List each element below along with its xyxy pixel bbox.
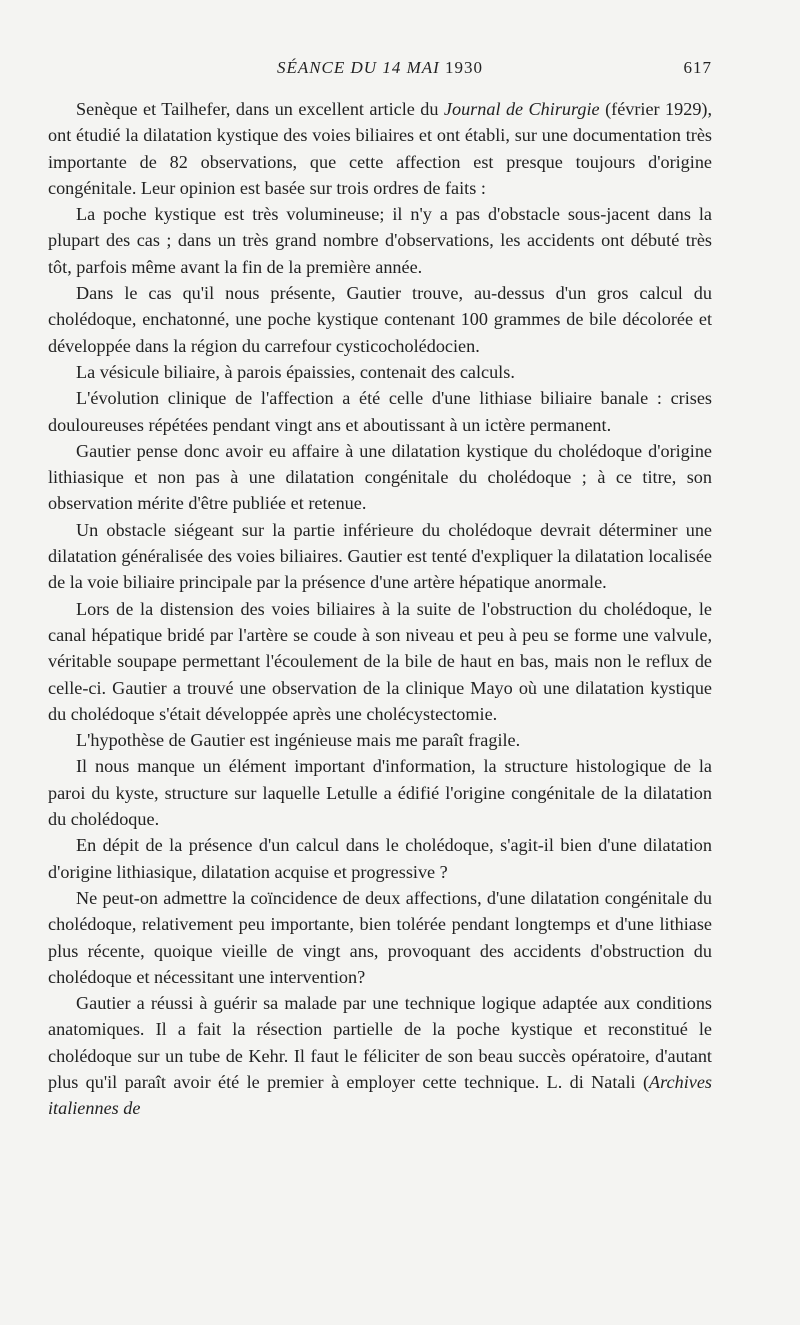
paragraph-4: La vésicule biliaire, à parois épaissies, contenait des calculs. <box>76 361 515 382</box>
running-head <box>48 58 712 88</box>
paragraph-5: L'évolution clinique de l'affection a été celle d'une lithiase biliaire banale : crises douloureuses répétées pendant vingt ans et aboutissant à un ictère permanent. <box>48 388 712 435</box>
paragraph-11: En dépit de la présence d'un calcul dans le cholédoque, s'agit-il bien d'une dilatation d'origine lithiasique, dilatation acquise et progressive ? <box>48 835 712 882</box>
archives-title: Archives italiennes de <box>48 1071 712 1119</box>
page-number: 617 <box>683 58 712 77</box>
paragraph-7: Un obstacle siégeant sur la partie inférieure du cholédoque devrait déterminer une dilatation généralisée des voies biliaires. Gautier est tenté d'expliquer la dilatation localisée de la voie biliaire principale par la présence d'une artère hépatique anormale. <box>48 519 712 593</box>
paragraph-13: Gautier a réussi à guérir sa malade par une technique logique adaptée aux conditions anatomiques. Il a fait la résection partielle de la poche kystique et reconstitué le cholédoque sur un tube de Kehr. Il faut le féliciter de son beau succès opératoire, d'autant plus qu'il paraît avoir été le premier à employer cette technique. L. di Natali (Archives italiennes de <box>48 993 712 1119</box>
running-title <box>48 58 712 78</box>
running-title-text: SÉANCE DU 14 MAI <box>276 58 440 77</box>
paragraph-9: L'hypothèse de Gautier est ingénieuse mais me paraît fragile. <box>76 730 521 751</box>
paragraph-10: Il nous manque un élément important d'information, la structure histologique de la paroi du kyste, structure sur laquelle Letulle a édifié l'origine congénitale de la dilatation du cholédoque. <box>48 756 712 830</box>
paragraph-2: La poche kystique est très volumineuse; il n'y a pas d'obstacle sous-jacent dans la plupart des cas ; dans un très grand nombre d'observations, les accidents ont débuté très tôt, parfois même avant la fin de la première année. <box>48 204 712 277</box>
journal-title: Journal de Chirurgie <box>443 99 600 119</box>
body-text <box>48 96 712 1122</box>
running-title-year: 1930 <box>445 58 484 77</box>
paragraph-12: Ne peut-on admettre la coïncidence de deux affections, d'une dilatation congénitale du cholédoque, relativement peu importante, bien tolérée pendant longtemps et d'une lithiase plus récente, quoique vieille de vingt ans, provoquant des accidents d'obstruction du cholédoque et nécessitant une intervention? <box>48 887 712 987</box>
paragraph-6: Gautier pense donc avoir eu affaire à une dilatation kystique du cholédoque d'origine lithiasique et non pas à une dilatation congénitale du cholédoque ; à ce titre, son observation mérite d'être publiée et retenue. <box>48 440 712 514</box>
paragraph-1: Senèque et Tailhefer, dans un excellent article du Journal de Chirurgie (février 1929), ont étudié la dilatation kystique des voies biliaires et ont établi, sur une documentation très importante de 82 observations, que cette affection est presque toujours d'origine congénitale. Leur opinion est basée sur trois ordres de faits : <box>48 99 713 198</box>
paragraph-8: Lors de la distension des voies biliaires à la suite de l'obstruction du cholédoque, le canal hépatique bridé par l'artère se coude à son niveau et peu à peu se forme une valvule, véritable soupape permettant l'écoulement de la bile de haut en bas, mais non le reflux de celle-ci. Gautier a trouvé une observation de la clinique Mayo où une dilatation kystique du cholédoque s'était développée après une cholécystectomie. <box>48 598 712 724</box>
paragraph-3: Dans le cas qu'il nous présente, Gautier trouve, au-dessus d'un gros calcul du cholédoque, enchatonné, une poche kystique contenant 100 grammes de bile décolorée et développée dans la région du carrefour cysticocholédocien. <box>48 283 712 356</box>
